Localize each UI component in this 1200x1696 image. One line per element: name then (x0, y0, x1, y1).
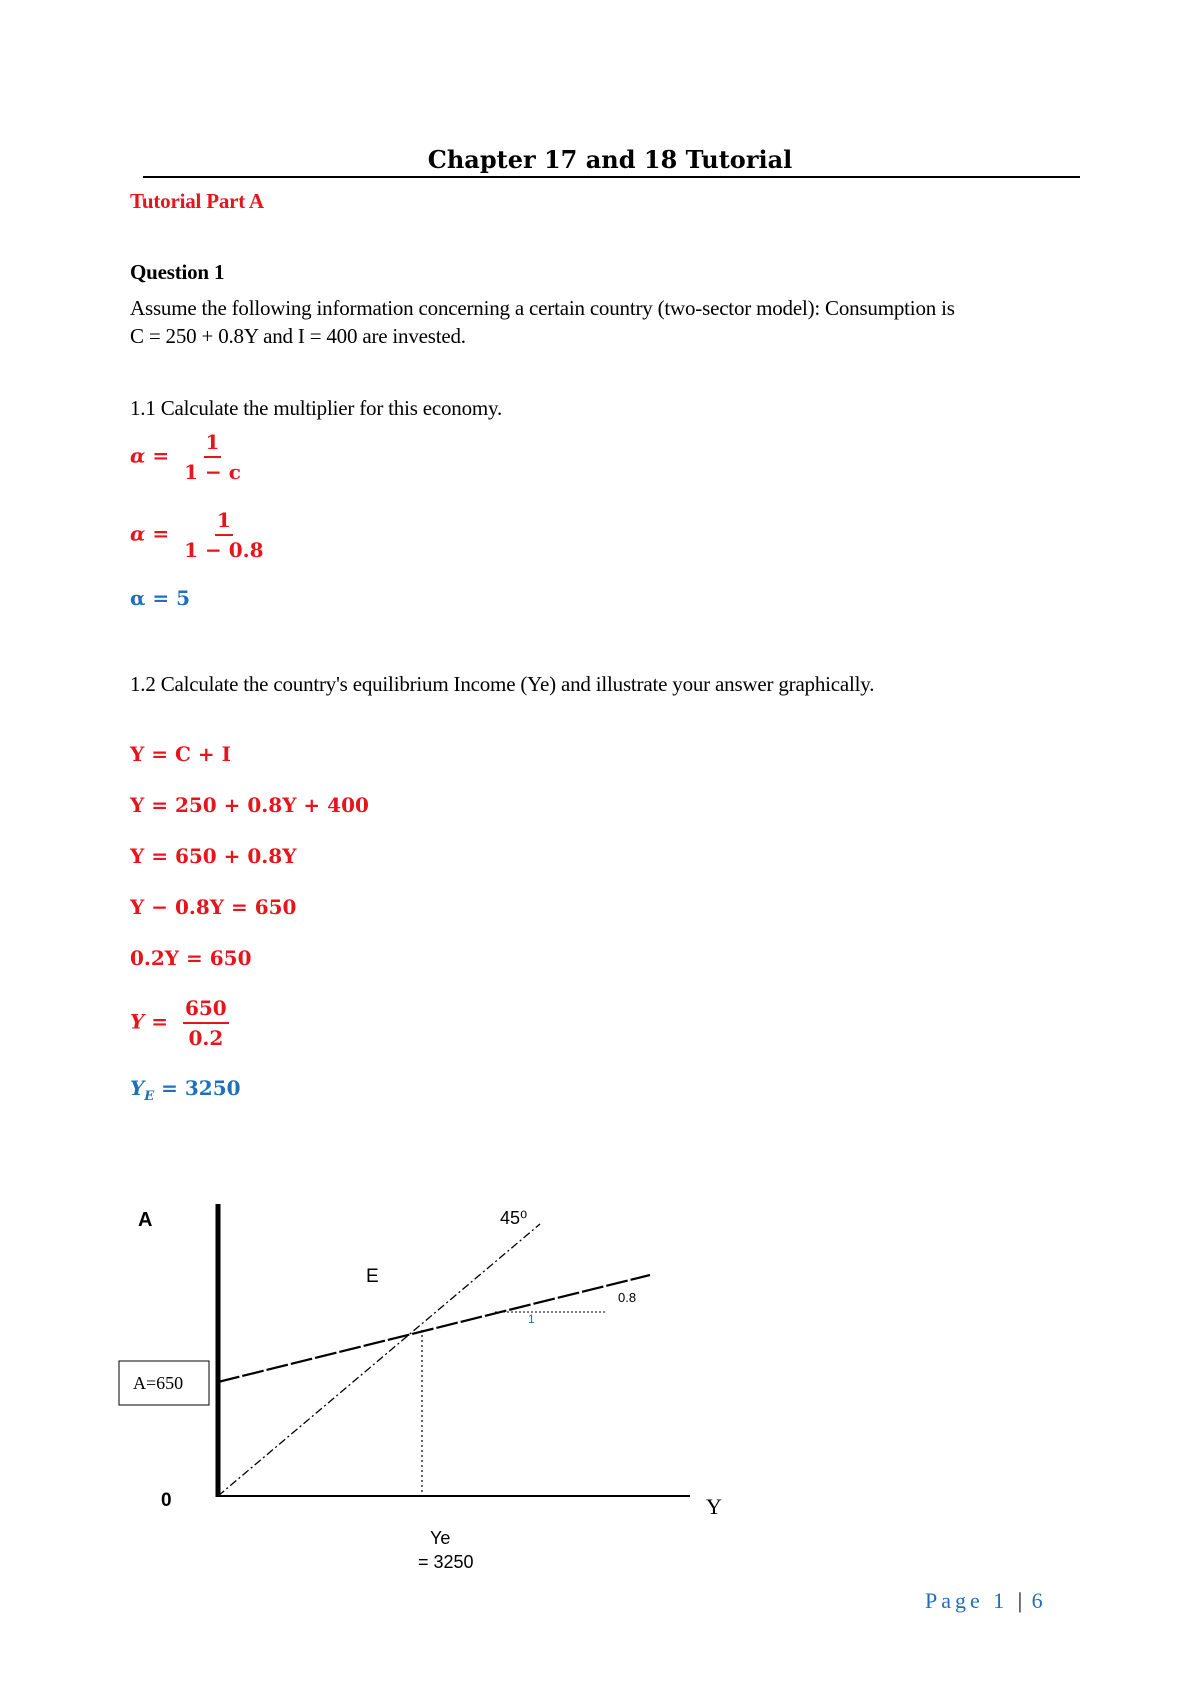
question-text-line1: Assume the following information concerning a certain country (two-sector model): Consumption is (130, 296, 955, 320)
fraction-numerator: 1 (204, 430, 222, 458)
page-total: 6 (1031, 1588, 1047, 1613)
y-axis-label: A (138, 1209, 153, 1231)
equilibrium-step-5: 0.2Y = 650 (130, 946, 252, 970)
fraction-numerator: 650 (183, 996, 229, 1024)
question-text-line2: C = 250 + 0.8Y and I = 400 are invested. (130, 324, 466, 348)
multiplier-result: α = 5 (130, 586, 190, 610)
origin-label: 0 (161, 1490, 172, 1511)
equilibrium-step-3: Y = 650 + 0.8Y (130, 844, 297, 868)
ye-label: Ye (430, 1528, 451, 1548)
fraction-denominator: 1 − 0.8 (184, 538, 264, 562)
page-word: Page (925, 1588, 984, 1613)
intercept-label: A=650 (133, 1373, 184, 1393)
question-1-2: 1.2 Calculate the country's equilibrium Income (Ye) and illustrate your answer graphically. (130, 672, 875, 696)
ye-value: = 3250 (418, 1552, 474, 1572)
multiplier-substitution: α = $\frac{1}{1 - 0.8}$ (130, 508, 264, 562)
equilibrium-step-2: Y = 250 + 0.8Y + 400 (130, 793, 369, 817)
equilibrium-fraction: Y = $\frac{650}{0.2}$ (130, 996, 227, 1050)
equilibrium-point-label: E (366, 1266, 379, 1287)
page-separator: | (1017, 1588, 1023, 1613)
page-title: Chapter 17 and 18 Tutorial (427, 145, 793, 174)
multiplier-formula: α = $\frac{1}{1 - c}$ (130, 430, 241, 484)
equilibrium-step-4: Y − 0.8Y = 650 (130, 895, 297, 919)
page-footer (925, 1588, 1047, 1614)
fraction-numerator: 1 (215, 508, 233, 536)
question-1-1: 1.1 Calculate the multiplier for this economy. (130, 396, 503, 420)
aggregate-expenditure-line (218, 1275, 650, 1382)
keynesian-cross-diagram (0, 1170, 1200, 1590)
degree-label: 45⁰ (500, 1208, 528, 1228)
equilibrium-result: $Y_E = 3250$ (130, 1076, 241, 1104)
fraction-denominator: 1 − c (184, 460, 241, 484)
slope-run-label: 1 (528, 1312, 535, 1326)
forty-five-degree-line (218, 1224, 540, 1496)
equilibrium-step-1: Y = C + I (130, 742, 231, 766)
question-heading: Question 1 (130, 260, 225, 284)
page-number: 1 (993, 1588, 1009, 1613)
x-axis-label: Y (706, 1494, 722, 1519)
fraction-denominator: 0.2 (188, 1026, 224, 1050)
title-divider (143, 176, 1080, 178)
slope-rise-label: 0.8 (618, 1290, 637, 1305)
section-heading: Tutorial Part A (130, 189, 264, 213)
